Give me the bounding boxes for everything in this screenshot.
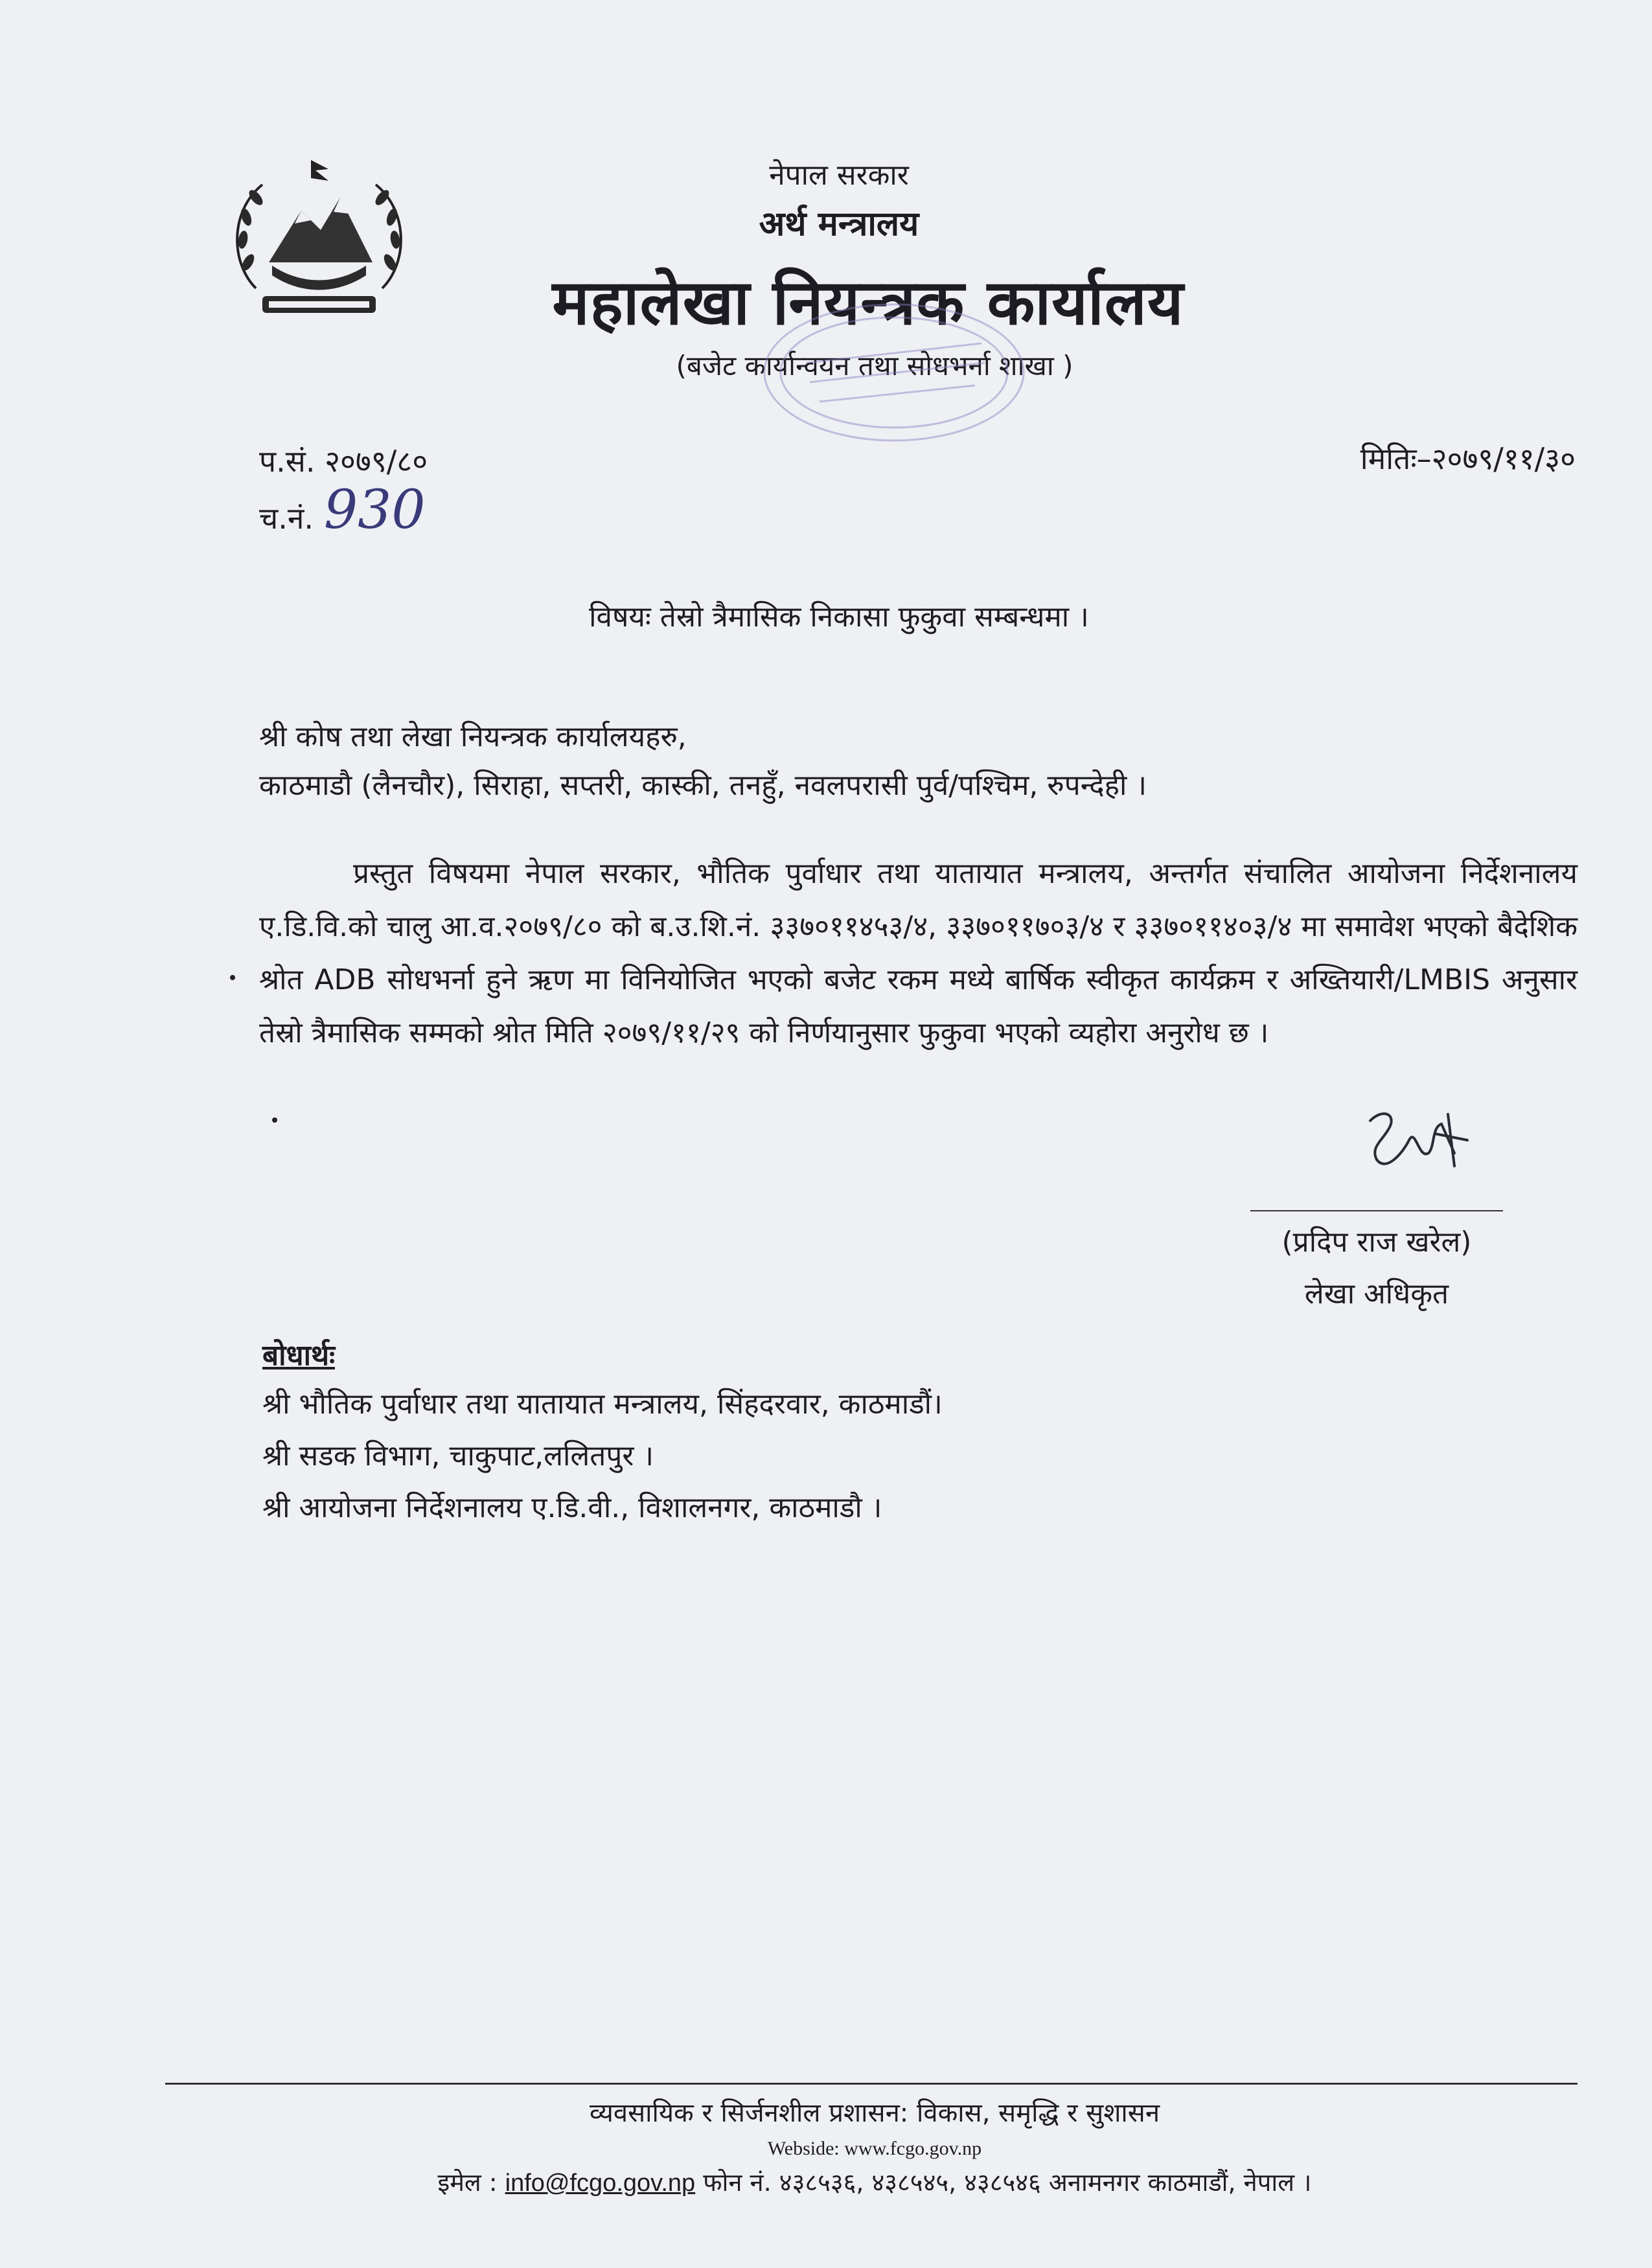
- scan-speck: [230, 975, 235, 980]
- email-link[interactable]: info@fcgo.gov.np: [505, 2170, 696, 2197]
- footer-motto: व्यवसायिक र सिर्जनशील प्रशासन: विकास, समृद्धि र सुशासन: [589, 2098, 1160, 2128]
- cc-heading: बोधार्थः: [262, 1339, 335, 1372]
- letter-subject: विषयः तेस्रो त्रैमासिक निकासा फुकुवा सम्बन्धमा ।: [589, 601, 1089, 634]
- addressee-line-2: काठमाडौ (लैनचौर), सिराहा, सप्तरी, कास्की, तनहुँ, नवलपरासी पुर्व/पश्चिम, रुपन्देही ।: [259, 769, 1147, 802]
- office-stamp: [748, 292, 1040, 453]
- email-label: इमेल :: [437, 2168, 498, 2197]
- dispatch-number: 930: [324, 479, 426, 541]
- scan-speck: [272, 1117, 277, 1123]
- footer-website: Webside: www.fcgo.gov.np: [767, 2138, 982, 2159]
- letter-body: प्रस्तुत विषयमा नेपाल सरकार, भौतिक पुर्वाधार तथा यातायात मन्त्रालय, अन्तर्गत संचालित आयोजना निर्देशनालय ए.डि.वि.को चालु आ.व.२०७९/८० को ब.उ.शि.नं. ३३७०११४५३/४, ३३७०११७०३/४ र ३३७०११४०३/४ मा समावेश भएको बैदेशिक श्रोत ADB सोधभर्ना हुने ऋण मा विनियोजित भएको बजेट रकम मध्ये बार्षिक स्वीकृत कार्यक्रम र अख्तियारी/LMBIS अनुसार तेस्रो त्रैमासिक सम्मको श्रोत मिति २०७९/११/२९ को निर्णयानुसार फुकुवा भएको व्यहोरा अनुरोध छ ।: [259, 857, 1577, 1049]
- cc-item: श्री भौतिक पुर्वाधार तथा यातायात मन्त्रालय, सिंहदरवार, काठमाडौं।: [262, 1388, 943, 1421]
- signature-line: [1250, 1210, 1503, 1211]
- cc-item: श्री आयोजना निर्देशनालय ए.डि.वी., विशालनगर, काठमाडौ ।: [262, 1491, 882, 1524]
- branch-name: (बजेट कार्यान्वयन तथा सोधभर्ना शाखा ): [676, 350, 1073, 382]
- footer-contact-line: [0, 2165, 1652, 2199]
- signatory-name: (प्रदिप राज खरेल): [1281, 1226, 1472, 1259]
- phone-address: फोन नं. ४३८५३६, ४३८५४५, ४३८५४६ अनामनगर काठमाडौं, नेपाल ।: [703, 2168, 1312, 2197]
- signatory-title: लेखा अधिकृत: [1304, 1277, 1449, 1311]
- reference-number: प.सं. २०७९/८०: [259, 444, 428, 479]
- footer-rule: [165, 2083, 1577, 2085]
- addressee-line-1: श्री कोष तथा लेखा नियन्त्रक कार्यालयहरु,: [259, 720, 687, 753]
- cc-item: श्री सडक विभाग, चाकुपाट,ललितपुर ।: [262, 1439, 654, 1472]
- handwritten-signature: [1357, 1101, 1474, 1179]
- dispatch-number-label: च.नं.: [259, 501, 314, 536]
- government-name: नेपाल सरकार: [769, 159, 909, 192]
- letter-date: मितिः–२०७९/११/३०: [1360, 441, 1576, 476]
- office-name: महालेखा नियन्त्रक कार्यालय: [552, 266, 1184, 339]
- ministry-name: अर्थ मन्त्रालय: [759, 205, 919, 244]
